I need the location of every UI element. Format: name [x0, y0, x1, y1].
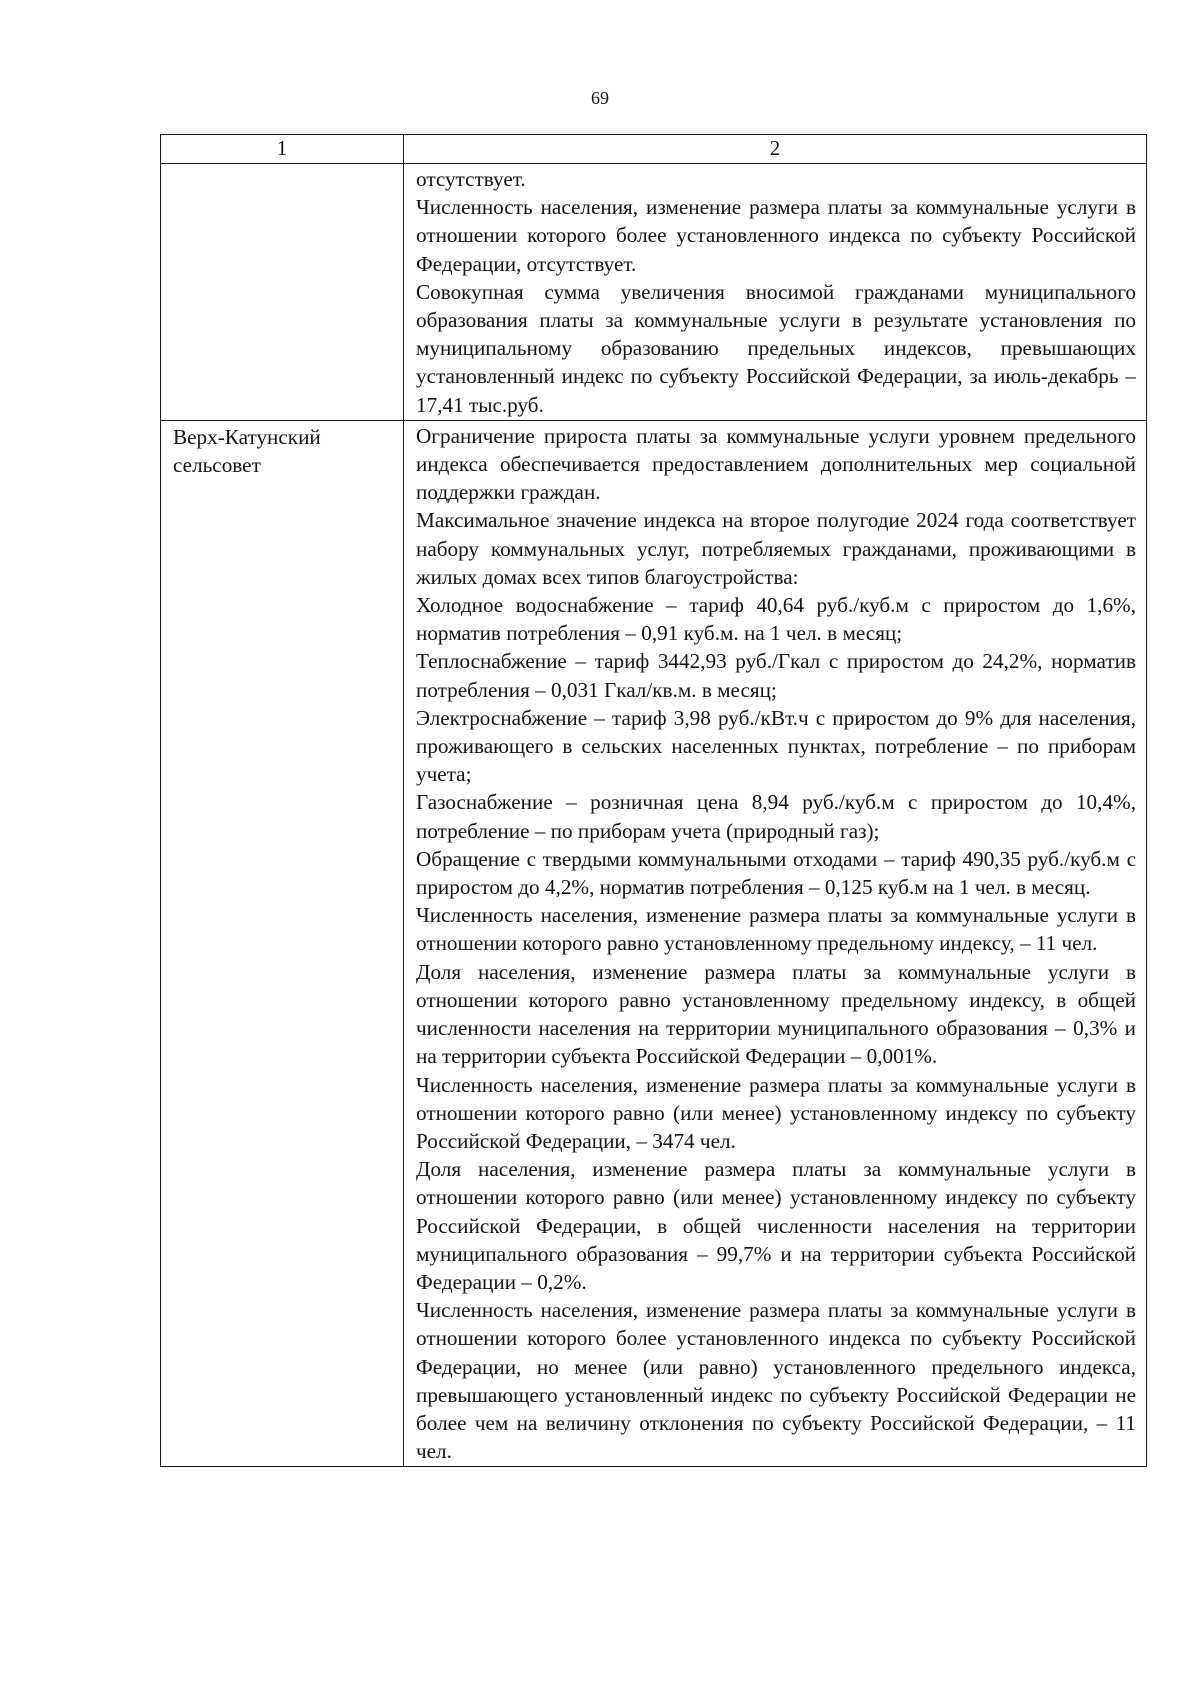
description-paragraph: Теплоснабжение – тариф 3442,93 руб./Гкал с приростом до 24,2%, норматив потребления – 0,031 Гкал/кв.м. в месяц;: [416, 649, 1136, 702]
description-paragraph: Газоснабжение – розничная цена 8,94 руб./куб.м с приростом до 10,4%, потребление – по приборам учета (природный газ);: [416, 790, 1136, 843]
table-row: [161, 164, 1147, 421]
municipality-name-cell: Верх-Катунский сельсовет: [161, 420, 404, 1467]
description-paragraph: Доля населения, изменение размера платы за коммунальные услуги в отношении которого равно (или менее) установленному индексу по субъекту Российской Федерации, в общей численности населения на территории муниципального образования – 99,7% и на территории субъекта Российской Федерации – 0,2%.: [416, 1157, 1136, 1294]
description-paragraph: Максимальное значение индекса на второе полугодие 2024 года соответствует набору коммунальных услуг, потребляемых гражданами, проживающими в жилых домах всех типов благоустройства:: [416, 508, 1136, 589]
description-cell: [404, 420, 1147, 1467]
description-cell: [404, 164, 1147, 421]
document-table: [160, 134, 1147, 1467]
page-number: 69: [591, 88, 609, 108]
description-paragraph: Численность населения, изменение размера платы за коммунальные услуги в отношении которого более установленного индекса по субъекту Российской Федерации, отсутствует.: [416, 195, 1136, 276]
table-body: [161, 164, 1147, 1467]
table-header-row: [161, 135, 1147, 164]
table-row: [161, 420, 1147, 1467]
description-paragraph: отсутствует.: [416, 167, 526, 191]
description-paragraph: Электроснабжение – тариф 3,98 руб./кВт.ч с приростом до 9% для населения, проживающего в сельских населенных пунктах, потребление – по приборам учета;: [416, 705, 1136, 787]
description-paragraph: Обращение с твердыми коммунальными отходами – тариф 490,35 руб./куб.м с приростом до 4,2%, норматив потребления – 0,125 куб.м на 1 чел. в месяц.: [416, 846, 1136, 900]
description-paragraph: Холодное водоснабжение – тариф 40,64 руб./куб.м с приростом до 1,6%, норматив потребления – 0,91 куб.м. на 1 чел. в месяц;: [416, 593, 1136, 646]
description-paragraph: Численность населения, изменение размера платы за коммунальные услуги в отношении которого равно (или менее) установленному индексу по субъекту Российской Федерации, – 3474 чел.: [416, 1072, 1136, 1153]
column-header-1: 1: [161, 135, 404, 164]
description-paragraph: Численность населения, изменение размера платы за коммунальные услуги в отношении которого более установленного индекса по субъекту Российской Федерации, но менее (или равно) установленного предельного индекса, превышающего установленный индекс по субъекту Российской Федерации не более чем на величину отклонения по субъекту Российской Федерации, – 11 чел.: [416, 1298, 1136, 1464]
description-paragraph: Доля населения, изменение размера платы за коммунальные услуги в отношении которого равно установленному предельному индексу, в общей численности населения на территории муниципального образования – 0,3% и на территории субъекта Российской Федерации – 0,001%.: [416, 959, 1136, 1069]
municipality-name-cell: [161, 164, 404, 421]
column-header-2: 2: [404, 135, 1147, 164]
description-paragraph: Совокупная сумма увеличения вносимой гражданами муниципального образования платы за коммунальные услуги в результате установления по муниципальному образованию предельных индексов, превышающих установленный индекс по субъекту Российской Федерации, за июль-декабрь – 17,41 тыс.руб.: [416, 279, 1136, 417]
description-paragraph: Ограничение прироста платы за коммунальные услуги уровнем предельного индекса обеспечивается предоставлением дополнительных мер социальной поддержки граждан.: [416, 423, 1136, 505]
description-paragraph: Численность населения, изменение размера платы за коммунальные услуги в отношении которого равно установленному предельному индексу, – 11 чел.: [416, 903, 1136, 956]
